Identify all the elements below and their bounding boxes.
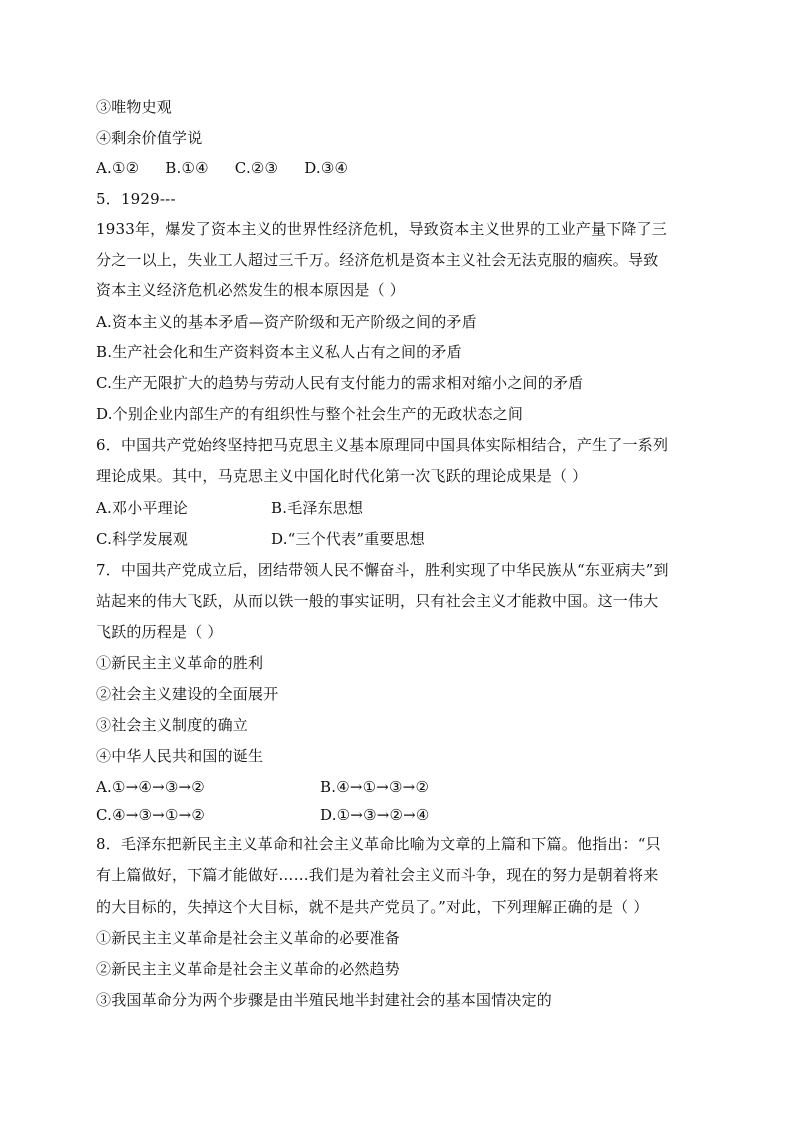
q6-option-a: A.邓小平理论 — [96, 499, 189, 517]
q7-option-a: A.①→④→③→② — [96, 778, 205, 796]
q5-option-d: D.个别企业内部生产的有组织性与整个社会生产的无政状态之间 — [96, 405, 524, 423]
q4-options — [96, 158, 374, 178]
q8-stem-line-3: 的大目标的，失掉这个大目标，就不是共产党员了。”对此，下列理解正确的是（ ） — [96, 898, 649, 916]
q7-stem-line-2: 站起来的伟大飞跃，从而以铁一般的事实证明，只有社会主义才能救中国。这一伟大 — [96, 592, 659, 610]
q6-stem-line-1: 6．中国共产党始终坚持把马克思主义基本原理同中国具体实际相结合，产生了一系列 — [96, 436, 669, 454]
q6-option-d: D.“三个代表”重要思想 — [271, 530, 425, 548]
q8-item-2: ②新民主主义革命是社会主义革命的必然趋势 — [96, 960, 401, 978]
q7-option-c: C.④→③→①→② — [96, 806, 206, 824]
q5-option-b: B.生产社会化和生产资料资本主义私人占有之间的矛盾 — [96, 343, 462, 361]
q7-stem-line-1: 7．中国共产党成立后，团结带领人民不懈奋斗，胜利实现了中华民族从“东亚病夫”到 — [96, 561, 669, 579]
q8-item-3: ③我国革命分为两个步骤是由半殖民地半封建社会的基本国情决定的 — [96, 991, 553, 1009]
q8-stem-line-1: 8．毛泽东把新民主主义革命和社会主义革命比喻为文章的上篇和下篇。他指出：“只 — [96, 835, 661, 853]
q4-item-3: ③唯物史观 — [96, 98, 173, 116]
q7-option-d: D.①→③→②→④ — [320, 806, 430, 824]
q7-item-1: ①新民主主义革命的胜利 — [96, 654, 264, 672]
q5-option-a: A.资本主义的基本矛盾—资产阶级和无产阶级之间的矛盾 — [96, 313, 477, 331]
q6-stem-line-2: 理论成果。其中，马克思主义中国化时代化第一次飞跃的理论成果是（ ） — [96, 467, 588, 485]
q5-stem-line-1: 1933年，爆发了资本主义的世界性经济危机，导致资本主义世界的工业产量下降了三 — [96, 220, 667, 238]
q5-stem-line-2: 分之一以上，失业工人超过三千万。经济危机是资本主义社会无法克服的痼疾。导致 — [96, 251, 659, 269]
q4-option-b: B.①④ — [165, 159, 209, 177]
q4-option-a: A.①② — [96, 159, 140, 177]
q4-option-d: D.③④ — [304, 159, 349, 177]
q7-item-3: ③社会主义制度的确立 — [96, 716, 249, 734]
q4-item-4: ④剩余价值学说 — [96, 129, 203, 147]
q7-options-row-1 — [96, 777, 430, 797]
q8-item-1: ①新民主主义革命是社会主义革命的必要准备 — [96, 929, 401, 947]
q5-number: 5．1929--- — [96, 190, 176, 208]
q5-option-c: C.生产无限扩大的趋势与劳动人民有支付能力的需求相对缩小之间的矛盾 — [96, 374, 584, 392]
q6-options-row-2 — [96, 529, 425, 549]
q7-option-b: B.④→①→③→② — [320, 778, 430, 796]
q7-item-2: ②社会主义建设的全面展开 — [96, 685, 279, 703]
q6-options-row-1 — [96, 498, 364, 518]
q5-stem-line-3: 资本主义经济危机必然发生的根本原因是（ ） — [96, 281, 405, 299]
q7-options-row-2 — [96, 805, 430, 825]
q7-stem-line-3: 飞跃的历程是（ ） — [96, 623, 223, 641]
q6-option-b: B.毛泽东思想 — [271, 499, 364, 517]
q7-item-4: ④中华人民共和国的诞生 — [96, 747, 264, 765]
q8-stem-line-2: 有上篇做好，下篇才能做好……我们是为着社会主义而斗争，现在的努力是朝着将来 — [96, 866, 659, 884]
q4-option-c: C.②③ — [234, 159, 279, 177]
q6-option-c: C.科学发展观 — [96, 530, 189, 548]
